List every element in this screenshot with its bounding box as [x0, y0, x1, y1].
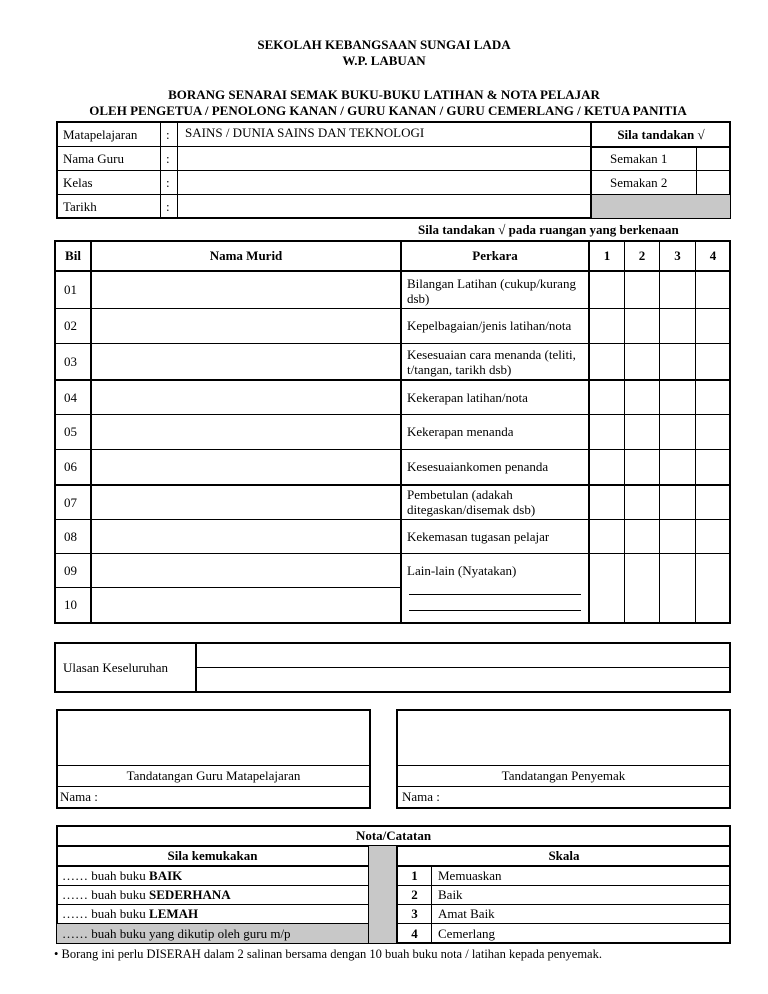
- scale-num: 3: [411, 906, 418, 921]
- col-score-3: 3: [674, 248, 681, 263]
- student-name-field[interactable]: [92, 415, 400, 449]
- scale-num: 2: [411, 887, 418, 902]
- row-bil: 06: [64, 459, 77, 474]
- row-bil: 02: [64, 318, 77, 333]
- row-bil: 09: [64, 562, 77, 578]
- instruction-text: Sila tandakan √ pada ruangan yang berkenaan: [418, 222, 679, 237]
- student-name-field[interactable]: [92, 588, 400, 622]
- item-label: Kekerapan menanda: [407, 424, 514, 439]
- dots: ……: [62, 887, 88, 902]
- notes-item: [62, 924, 291, 943]
- colon: :: [166, 150, 170, 166]
- scale-num: 4: [411, 925, 418, 941]
- item-label: Kepelbagaian/jenis latihan/nota: [407, 318, 572, 333]
- subject-value[interactable]: SAINS / DUNIA SAINS DAN TEKNOLOGI: [185, 124, 425, 140]
- review-label: Ulasan Keseluruhan: [63, 659, 169, 675]
- shaded-cell: [592, 195, 730, 218]
- item-label: Pembetulan (adakah ditegaskan/disemak dsb): [407, 487, 536, 517]
- form-subtitle: OLEH PENGETUA / PENOLONG KANAN / GURU KANAN / GURU CEMERLANG / KETUA PANITIA: [89, 103, 687, 118]
- class-label: Kelas: [63, 174, 93, 190]
- check-2-label: Semakan 2: [610, 174, 668, 190]
- col-score-1: 1: [603, 248, 611, 263]
- student-name-field[interactable]: [92, 520, 400, 553]
- colon: :: [166, 174, 170, 190]
- notes-divider: [369, 846, 396, 943]
- item-label: Kekemasan tugasan pelajar: [407, 528, 550, 544]
- notes-item: [62, 886, 231, 904]
- col-score-2: 2: [638, 248, 646, 263]
- teacher-sign-label: Tandatangan Guru Matapelajaran: [126, 768, 301, 783]
- notes-item-prefix: buah buku: [91, 887, 146, 902]
- row-bil: 01: [64, 282, 77, 297]
- student-name-field[interactable]: [92, 554, 400, 587]
- check-2-box[interactable]: [697, 171, 730, 194]
- teacher-name-label: Nama :: [60, 789, 98, 804]
- footer-note: • Borang ini perlu DISERAH dalam 2 salinan bersama dengan 10 buah buku nota / latihan kepada penyemak.: [54, 947, 602, 961]
- item-label: Lain-lain (Nyatakan): [407, 563, 517, 578]
- notes-item-bold: BAIK: [149, 868, 183, 883]
- scale-num: 1: [411, 868, 418, 883]
- col-score-4: 4: [709, 248, 717, 263]
- col-name: Nama Murid: [209, 248, 283, 263]
- date-label: Tarikh: [63, 198, 97, 214]
- notes-item: [62, 905, 198, 923]
- reviewer-sign-label: Tandatangan Penyemak: [501, 768, 626, 783]
- student-name-field[interactable]: [92, 486, 400, 519]
- check-1-box[interactable]: [697, 148, 730, 170]
- reviewer-name-label: Nama :: [402, 789, 440, 804]
- notes-item-prefix: buah buku: [91, 868, 146, 883]
- notes-item-bold: LEMAH: [149, 906, 199, 921]
- notes-item-bold: SEDERHANA: [149, 887, 231, 902]
- notes-left-header: Sila kemukakan: [167, 848, 258, 863]
- school-location: W.P. LABUAN: [342, 53, 426, 68]
- notes-item-prefix: buah buku yang dikutip oleh guru m/p: [91, 925, 291, 941]
- student-name-field[interactable]: [92, 344, 400, 379]
- item-label: Kekerapan latihan/nota: [407, 389, 528, 405]
- subject-label: Matapelajaran: [63, 126, 138, 142]
- notes-item: [62, 867, 182, 885]
- col-bil: Bil: [65, 248, 81, 263]
- row-bil: 03: [64, 353, 77, 369]
- colon: :: [166, 126, 170, 142]
- item-label: Kesesuaiankomen penanda: [407, 459, 549, 474]
- row-bil: 08: [64, 528, 77, 544]
- dots: ……: [62, 868, 88, 883]
- school-name: SEKOLAH KEBANGSAAN SUNGAI LADA: [257, 37, 511, 52]
- row-bil: 10: [64, 597, 77, 612]
- item-label: Bilangan Latihan (cukup/kurang dsb): [407, 275, 576, 306]
- other-blank-line[interactable]: [409, 610, 581, 611]
- tick-header: Sila tandakan √: [617, 127, 705, 142]
- student-name-field[interactable]: [92, 450, 400, 484]
- colon: :: [166, 198, 170, 214]
- review-field[interactable]: [198, 644, 728, 667]
- form-title: BORANG SENARAI SEMAK BUKU-BUKU LATIHAN & NOTA PELAJAR: [168, 87, 600, 102]
- dots: ……: [62, 925, 88, 941]
- row-bil: 04: [64, 389, 77, 405]
- dots: ……: [62, 906, 88, 921]
- row-bil: 07: [64, 494, 77, 510]
- row-bil: 05: [64, 424, 77, 439]
- teacher-signature-area[interactable]: [57, 711, 370, 765]
- student-name-field[interactable]: [92, 272, 400, 308]
- col-item: Perkara: [472, 248, 518, 263]
- check-1-label: Semakan 1: [610, 151, 668, 166]
- scale-label: Amat Baik: [438, 906, 495, 921]
- scale-label: Cemerlang: [438, 925, 496, 941]
- student-name-field[interactable]: [92, 381, 400, 414]
- other-blank-line[interactable]: [409, 594, 581, 595]
- notes-title: Nota/Catatan: [355, 827, 432, 843]
- review-field[interactable]: [198, 668, 728, 691]
- reviewer-signature-area[interactable]: [397, 711, 730, 765]
- teacher-label: Nama Guru: [63, 150, 125, 166]
- notes-item-prefix: buah buku: [91, 906, 146, 921]
- scale-label: Memuaskan: [438, 868, 502, 883]
- scale-label: Baik: [438, 887, 463, 902]
- notes-right-header: Skala: [548, 848, 580, 863]
- student-name-field[interactable]: [92, 309, 400, 343]
- item-label: Kesesuaian cara menanda (teliti, t/tangan, tarikh dsb): [407, 346, 576, 377]
